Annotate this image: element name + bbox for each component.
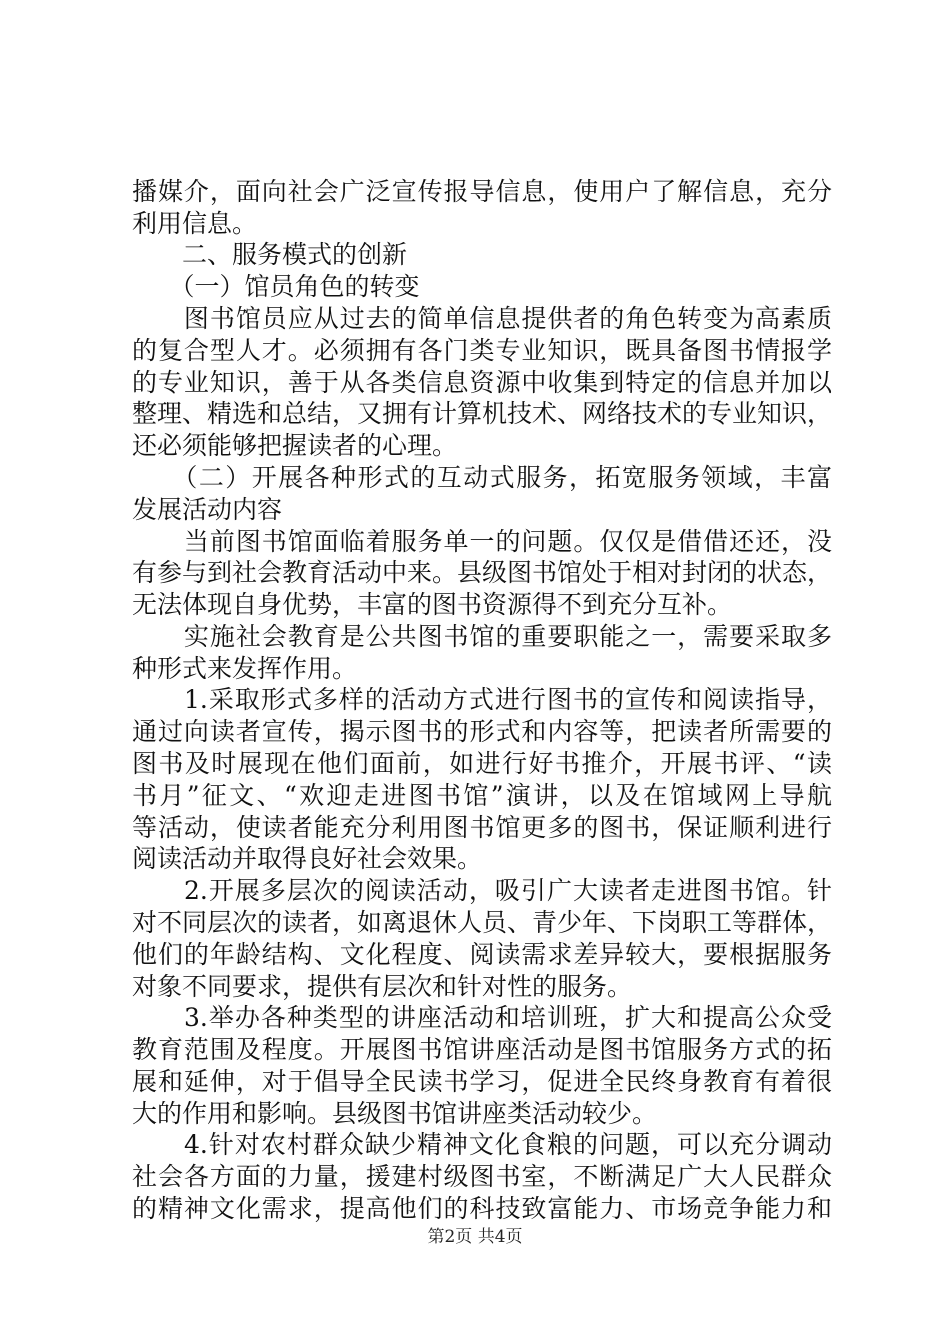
text-line: 整理、精选和总结，又拥有计算机技术、网络技术的专业知识， — [132, 399, 833, 428]
text-line: 他们的年龄结构、文化程度、阅读需求差异较大，要根据服务 — [132, 940, 832, 969]
text-line: 阅读活动并取得良好社会效果。 — [132, 844, 483, 873]
text-line: 图书馆员应从过去的简单信息提供者的角色转变为高素质 — [132, 304, 832, 333]
text-line: 教育范围及程度。开展图书馆讲座活动是图书馆服务方式的拓 — [132, 1035, 832, 1064]
text-line: 等活动，使读者能充分利用图书馆更多的图书，保证顺利进行 — [132, 813, 832, 842]
page-footer: 第2页 共4页 — [427, 1227, 523, 1247]
text-line: 大的作用和影响。县级图书馆讲座类活动较少。 — [132, 1099, 658, 1128]
subsection-heading: （一）馆员角色的转变 — [132, 272, 420, 301]
text-line: 展和延伸，对于倡导全民读书学习，促进全民终身教育有着很 — [132, 1067, 832, 1096]
text-line: 利用信息。 — [132, 209, 258, 238]
subsection-heading: （二）开展各种形式的互动式服务，拓宽服务领域，丰富 — [132, 463, 832, 492]
text-line: 无法体现自身优势，丰富的图书资源得不到充分互补。 — [132, 590, 733, 619]
text-line: 播媒介，面向社会广泛宣传报导信息，使用户了解信息，充分 — [132, 177, 832, 206]
text-line: 书月”征文、“欢迎走进图书馆”演讲，以及在馆域网上导航 — [132, 781, 832, 810]
subsection-heading: 发展活动内容 — [132, 495, 283, 524]
text-line: 对象不同要求，提供有层次和针对性的服务。 — [132, 972, 633, 1001]
text-line: 实施社会教育是公共图书馆的重要职能之一，需要采取多 — [132, 622, 832, 651]
text-line: 4.针对农村群众缺少精神文化食粮的问题，可以充分调动 — [132, 1130, 832, 1159]
text-line: 通过向读者宣传，揭示图书的形式和内容等，把读者所需要的 — [132, 717, 832, 746]
text-line: 有参与到社会教育活动中来。县级图书馆处于相对封闭的状态， — [132, 558, 833, 587]
text-line: 1.采取形式多样的活动方式进行图书的宣传和阅读指导， — [132, 685, 832, 714]
section-heading: 二、服务模式的创新 — [132, 240, 408, 269]
text-line: 当前图书馆面临着服务单一的问题。仅仅是借借还还，没 — [132, 527, 832, 556]
text-line: 的精神文化需求，提高他们的科技致富能力、市场竞争能力和 — [132, 1194, 832, 1223]
text-line: 3.举办各种类型的讲座活动和培训班，扩大和提高公众受 — [132, 1003, 832, 1032]
text-line: 对不同层次的读者，如离退休人员、青少年、下岗职工等群体， — [132, 908, 833, 937]
text-line: 的复合型人才。必须拥有各门类专业知识，既具备图书情报学 — [132, 336, 832, 365]
text-line: 的专业知识，善于从各类信息资源中收集到特定的信息并加以 — [132, 368, 832, 397]
text-line: 图书及时展现在他们面前，如进行好书推介，开展书评、“读 — [132, 749, 832, 778]
text-line: 2.开展多层次的阅读活动，吸引广大读者走进图书馆。针 — [132, 876, 832, 905]
text-line: 社会各方面的力量，援建村级图书室，不断满足广大人民群众 — [132, 1162, 832, 1191]
text-line: 还必须能够把握读者的心理。 — [132, 431, 458, 460]
text-line: 种形式来发挥作用。 — [132, 654, 358, 683]
